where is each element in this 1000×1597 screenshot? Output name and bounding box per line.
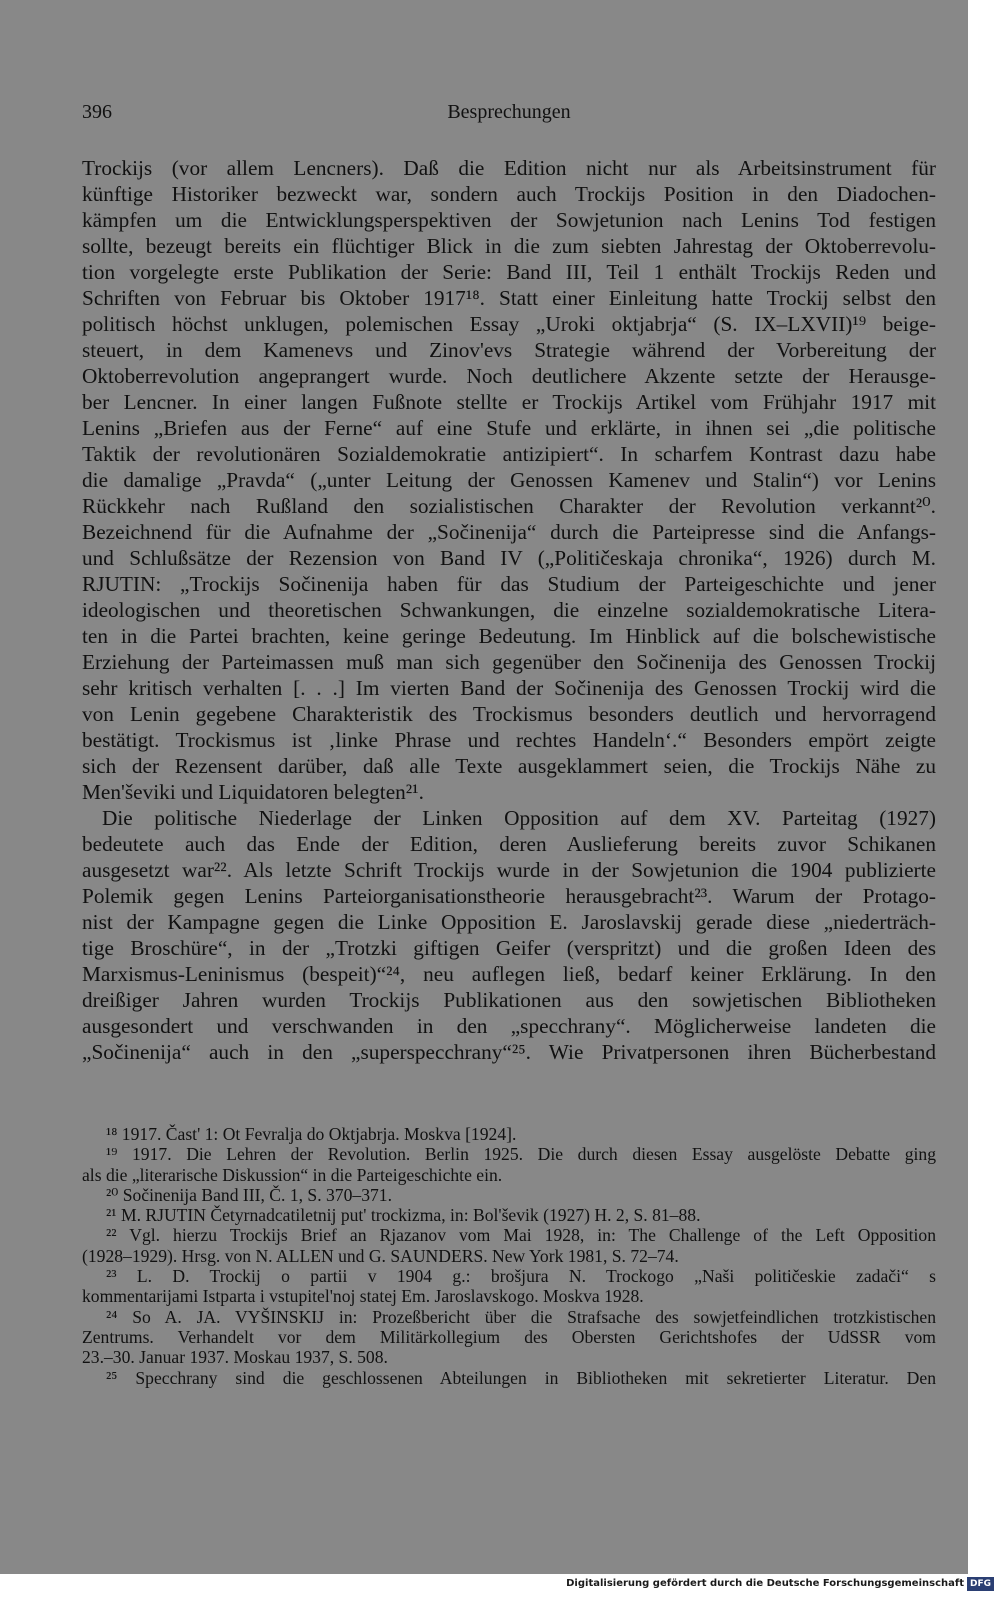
text-line: bedeutete auch das Ende der Edition, deren Auslieferung bereits zuvor Schikanen [82,832,936,856]
footnote-line: ²⁴ So A. JA. VYŠINSKIJ in: Prozeßbericht über die Strafsache des sowjetfeindlichen trotzkistischen [106,1306,936,1327]
text-line: ber Lencner. In einer langen Fußnote stellte er Trockijs Artikel vom Frühjahr 1917 mit [82,390,936,414]
text-line: RJUTIN: „Trockijs Sočinenija haben für das Studium der Parteigeschichte und jener [82,572,936,596]
footnote-line: ²⁵ Specchrany sind die geschlossenen Abteilungen in Bibliotheken mit sekretierter Literatur. Den [106,1367,936,1388]
page-number: 396 [82,101,112,123]
text-line: und Schlußsätze der Rezension von Band IV („Političeskaja chronika“, 1926) durch M. [82,546,936,570]
footnote-line: (1928–1929). Hrsg. von N. ALLEN und G. SAUNDERS. New York 1981, S. 72–74. [82,1245,679,1266]
text-line: kämpfen um die Entwicklungsperspektiven der Sowjetunion nach Lenins Tod festigen [82,208,936,232]
text-line: steuert, in dem Kamenevs und Zinov'evs Strategie während der Vorbereitung der [82,338,936,362]
text-line: tige Broschüre“, in der „Trotzki giftigen Geifer (verspritzt) und die großen Ideen des [82,936,936,960]
running-title: Besprechungen [447,101,571,123]
text-line: die damalige „Pravda“ („unter Leitung der Genossen Kamenev und Stalin“) vor Lenins [82,468,936,492]
footnotes [82,1124,936,1388]
footnote-line: ²² Vgl. hierzu Trockijs Brief an Rjazanov vom Mai 1928, in: The Challenge of the Left Opposition [106,1225,936,1246]
text-line: von Lenin gegebene Charakteristik des Trockismus besonders deutlich und hervorragend [82,702,936,726]
text-line: Taktik der revolutionären Sozialdemokratie antizipiert“. In scharfem Kontrast dazu habe [82,442,936,466]
digitization-footer [0,1574,1000,1597]
text-line: Trockijs (vor allem Lencners). Daß die Edition nicht nur als Arbeitsinstrument für [82,156,936,180]
text-line: Schriften von Februar bis Oktober 1917¹⁸. Statt einer Einleitung hatte Trockij selbst den [82,286,936,310]
text-line: künftige Historiker bezweckt war, sondern auch Trockijs Position in den Diadochen- [82,182,936,206]
text-line: tion vorgelegte erste Publikation der Serie: Band III, Teil 1 enthält Trockijs Reden und [82,260,936,284]
text-line: sich der Rezensent darüber, daß alle Texte ausgeklammert seien, die Trockijs Nähe zu [82,754,936,778]
text-line: Men'ševiki und Liquidatoren belegten²¹. [82,780,424,804]
text-line: Rückkehr nach Rußland den sozialistischen Charakter der Revolution verkannt²⁰. [82,494,936,518]
footnote-line: kommentarijami Istparta i vstupitel'noj statej Em. Jaroslavskogo. Moskva 1928. [82,1286,644,1307]
text-line: Polemik gegen Lenins Parteiorganisationstheorie herausgebracht²³. Warum der Protago- [82,884,936,908]
footnote-line: Zentrums. Verhandelt vor dem Militärkollegium des Obersten Gerichtshofes der UdSSR vom [82,1326,936,1347]
text-line: politisch höchst unklugen, polemischen Essay „Uroki oktjabrja“ (S. IX–LXVII)¹⁹ beige- [82,312,936,336]
footnote-line: ¹⁸ 1917. Čast' 1: Ot Fevralja do Oktjabrja. Moskva [1924]. [106,1124,517,1144]
text-line: bestätigt. Trockismus ist ‚linke Phrase und rechtes Handeln‘.“ Besonders empört zeigte [82,728,936,752]
text-line: Oktoberrevolution angeprangert wurde. Noch deutlichere Akzente setzte der Herausge- [82,364,936,388]
text-line: Erziehung der Parteimassen muß man sich gegenüber den Sočinenija des Genossen Trockij [82,650,936,674]
footnote-line: ¹⁹ 1917. Die Lehren der Revolution. Berlin 1925. Die durch diesen Essay ausgelöste Debatte ging [106,1144,936,1165]
text-line: Die politische Niederlage der Linken Opposition auf dem XV. Parteitag (1927) [102,806,936,830]
footnote-line: ²⁰ Sočinenija Band III, Č. 1, S. 370–371. [106,1184,392,1205]
footnote-line: ²¹ M. RJUTIN Četyrnadcatiletnij put' trockizma, in: Bol'ševik (1927) H. 2, S. 81–88. [106,1205,701,1226]
text-line: Marxismus-Leninismus (bespeit)“²⁴, neu auflegen ließ, bedarf keiner Erklärung. In den [82,962,936,986]
footnote-line: ²³ L. D. Trockij o partii v 1904 g.: brošjura N. Trockogo „Naši političeskie zadači“ s [106,1266,936,1287]
text-line: dreißiger Jahren wurden Trockijs Publikationen aus den sowjetischen Bibliotheken [82,988,936,1012]
text-line: ideologischen und theoretischen Schwankungen, die einzelne sozialdemokratische Litera- [82,598,936,622]
text-line: sollte, bezeugt bereits ein flüchtiger Blick in die zum siebten Jahrestag der Oktoberrevolu- [82,234,936,258]
text-line: Bezeichnend für die Aufnahme der „Sočinenija“ durch die Parteipresse sind die Anfangs- [82,520,936,544]
text-line: ausgesondert und verschwanden in den „specchrany“. Möglicherweise landeten die [82,1014,936,1038]
text-line: „Sočinenija“ auch in den „superspecchrany“²⁵. Wie Privatpersonen ihren Bücherbestand [82,1040,936,1064]
text-line: Lenins „Briefen aus der Ferne“ auf eine Stufe und erklärte, in ihnen sei „die politische [82,416,936,440]
footnote-line: 23.–30. Januar 1937. Moskau 1937, S. 508. [82,1347,388,1368]
text-line: ausgesetzt war²². Als letzte Schrift Trockijs wurde in der Sowjetunion die 1904 publizierte [82,858,936,882]
funding-note: Digitalisierung gefördert durch die Deutsche Forschungsgemeinschaft [566,1578,964,1589]
footnote-line: als die „literarische Diskussion“ in die Parteigeschichte ein. [82,1164,503,1185]
body-text [82,155,936,1065]
dfg-logo: DFG [967,1577,994,1591]
text-line: nist der Kampagne gegen die Linke Opposition E. Jaroslavskij gerade diese „niederträch- [82,910,936,934]
text-line: sehr kritisch verhalten [. . .] Im vierten Band der Sočinenija des Genossen Trockij wird die [82,676,936,700]
text-line: ten in die Partei brachten, keine geringe Bedeutung. Im Hinblick auf die bolschewistische [82,624,936,648]
